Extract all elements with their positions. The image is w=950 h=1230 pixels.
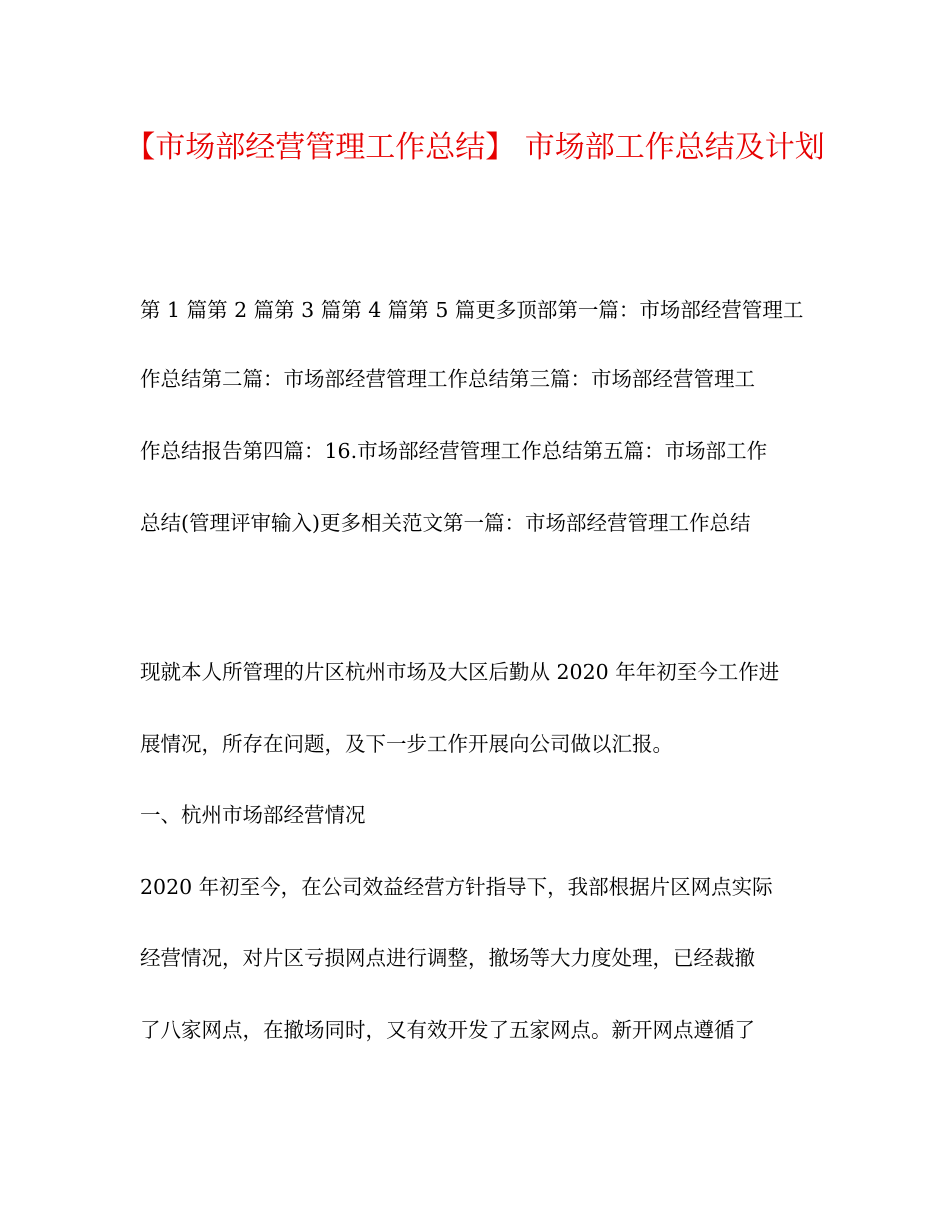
toc-line: 第 1 篇第 2 篇第 3 篇第 4 篇第 5 篇更多顶部第一篇：市场部经营管理工 xyxy=(140,298,804,322)
intro-line: 展情况，所存在问题，及下一步工作开展向公司做以汇报。 xyxy=(140,732,673,756)
body-line: 经营情况，对片区亏损网点进行调整，撤场等大力度处理，已经裁撤 xyxy=(140,946,755,970)
document-title: 【市场部经营管理工作总结】 市场部工作总结及计划 xyxy=(125,130,825,165)
section-heading: 一、杭州市场部经营情况 xyxy=(140,803,366,827)
toc-line: 作总结第二篇：市场部经营管理工作总结第三篇：市场部经营管理工 xyxy=(140,367,755,391)
body-line: 了八家网点，在撤场同时，又有效开发了五家网点。新开网点遵循了 xyxy=(140,1018,755,1042)
toc-line: 总结(管理评审输入)更多相关范文第一篇：市场部经营管理工作总结 xyxy=(140,511,751,535)
intro-line: 现就本人所管理的片区杭州市场及大区后勤从 2020 年年初至今工作进 xyxy=(140,660,780,684)
body-line: 2020 年初至今，在公司效益经营方针指导下，我部根据片区网点实际 xyxy=(140,875,773,899)
toc-line: 作总结报告第四篇：16.市场部经营管理工作总结第五篇：市场部工作 xyxy=(140,439,768,463)
